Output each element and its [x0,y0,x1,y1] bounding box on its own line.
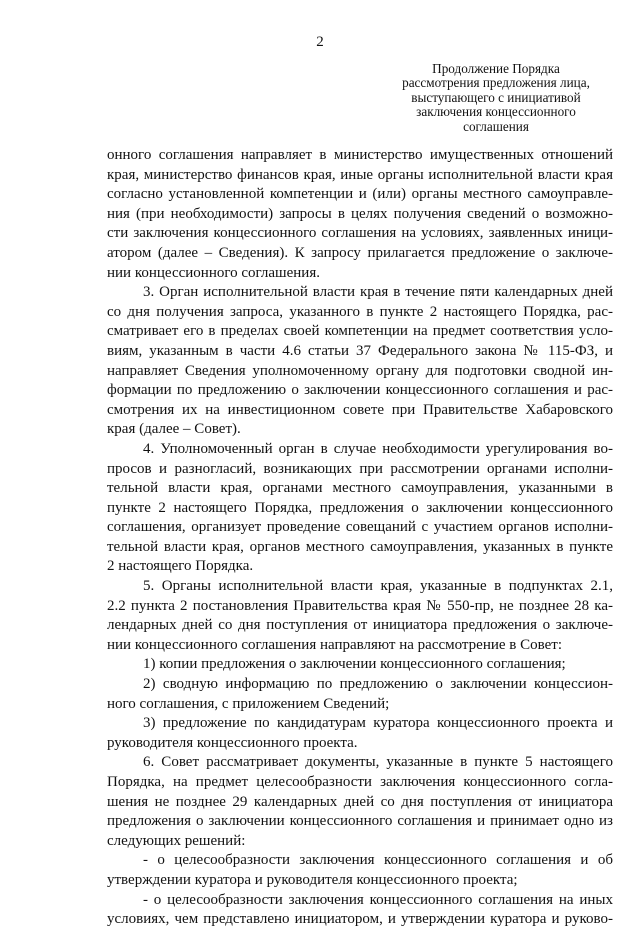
page-number: 2 [316,34,324,50]
body-line: 3) предложение по кандидатурам куратора концессионного проекта и [143,715,613,732]
body-line: соглашения, организует проведение совещаний с участием органов исполни- [107,519,613,536]
body-line: лендарных дней со дня поступления от инициатора предложения о заключе- [107,617,613,634]
body-line: условиях, чем представлено инициатором, и утверждении куратора и руково- [107,911,613,928]
body-line: следующих решений: [107,832,246,849]
body-line: - о целесообразности заключения концессионного соглашения и об [143,852,613,869]
body-line: 5. Органы исполнительной власти края, указанные в подпунктах 2.1, [143,578,613,595]
body-line: 2 настоящего Порядка. [107,558,254,575]
body-line: руководителя концессионного проекта. [107,734,358,751]
body-line: со дня получения запроса, указанного в пункте 2 настоящего Порядка, рас- [107,303,613,320]
header-note-line: Продолжение Порядка [432,61,560,76]
body-line: предложения о заключении концессионного соглашения и принимает одно из [107,813,613,830]
body-line: шения не позднее 29 календарных дней со дня поступления от инициатора [107,793,613,810]
body-line: Порядка, на предмет целесообразности заключения концессионного согла- [107,774,613,790]
header-note-line: заключения концессионного [416,104,576,120]
body-line: атором (далее – Сведения). К запросу прилагается предложение о заключе- [107,244,613,261]
body-line: просов и разногласий, возникающих при рассмотрении органами исполни- [107,460,613,477]
header-note-line: соглашения [463,118,529,134]
body-line: края (далее – Совет). [107,421,241,438]
header-note-line: выступающего с инициативой [411,89,581,105]
header-note-line: рассмотрения предложения лица, [402,75,590,91]
body-line: края, министерство финансов края, иные органы исполнительной власти края [107,166,613,183]
body-line: 1) копии предложения о заключении концессионного соглашения; [143,656,566,673]
body-line: 6. Совет рассматривает документы, указанные в пункте 5 настоящего [143,754,613,771]
body-line: онного соглашения направляет в министерство имущественных отношений [107,147,613,163]
body-line: 2.2 пункта 2 постановления Правительства края № 550-пр, не позднее 28 ка- [107,597,613,614]
body-line: 2) сводную информацию по предложению о заключении концессион- [143,676,613,693]
body-line: нии концессионного соглашения. [107,264,320,281]
body-line: пункте 2 настоящего Порядка, предложения о заключении концессионного [107,499,613,516]
body-line: 3. Орган исполнительной власти края в течение пяти календарных дней [143,284,613,301]
body-line: смотрения их на инвестиционном совете при Правительстве Хабаровского [107,401,613,418]
body-line: сти заключения концессионного соглашения на условиях, заявленных иници- [107,225,613,242]
document-body [107,146,613,930]
body-line: сматривает его в пределах своей компетенции на предмет соответствия усло- [107,323,613,340]
body-line: формации по предложению о заключении концессионного соглашения и рас- [107,382,613,399]
body-line: 4. Уполномоченный орган в случае необходимости урегулирования во- [143,440,613,457]
body-line: тельной власти края, органов местного самоуправления, указанных в пункте [107,538,613,555]
body-line: утверждении куратора и руководителя концессионного проекта; [107,871,518,888]
body-line: - о целесообразности заключения концессионного соглашения на иных [143,891,613,908]
header-note [380,62,612,134]
body-line: виям, указанным в части 4.6 статьи 37 Федерального закона № 115-ФЗ, и [107,342,613,359]
body-line: направляет Сведения уполномоченному органу для подготовки сводной ин- [107,362,613,379]
body-line: тельной власти края, органами местного самоуправления, указанными в [107,480,613,497]
body-line: нии концессионного соглашения направляют на рассмотрение в Совет: [107,636,563,653]
body-line: согласно установленной компетенции и (или) органы местного самоуправле- [107,186,613,203]
body-line: ного соглашения, с приложением Сведений; [107,695,390,712]
body-line: ния (при необходимости) запросы в целях получения сведений о возможно- [107,205,613,222]
